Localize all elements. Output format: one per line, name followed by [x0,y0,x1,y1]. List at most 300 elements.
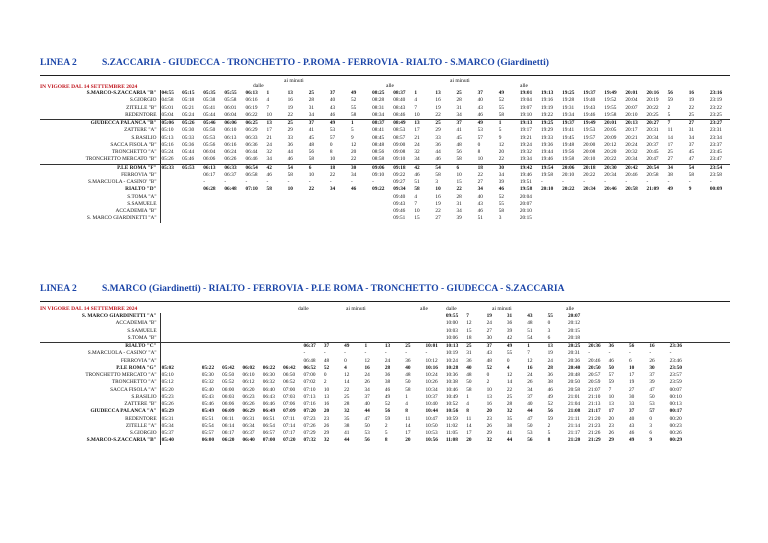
departure-time: 10:13 [445,343,465,351]
departure-time: 19 [628,379,635,386]
departure-time: 31 [688,127,695,134]
departure-time: 19 [435,200,441,207]
departure-time: 20:18 [567,334,581,341]
departure-time: 25 [404,343,424,351]
departure-time [221,328,241,335]
departure-time: 06:33 [223,164,244,172]
departure-time: 27 [435,215,441,222]
departure-time [371,194,392,201]
departure-time: 06:17 [222,430,235,436]
departure-time [689,430,709,437]
departure-time: 48 [405,372,411,378]
departure-time: 21:09 [646,186,659,193]
departure-time: 58 [498,208,505,214]
station-name: ZITELLE "A" [125,422,157,429]
departure-time: 19:37 [561,120,582,128]
departure-time: 14 [667,134,673,141]
departure-time [329,194,350,201]
departure-time [160,179,181,186]
departure-time: 24 [266,141,272,148]
departure-time: - [224,179,227,185]
departure-time [603,215,624,222]
departure-time: 06:52 [303,364,316,371]
departure-time: 05:10 [160,127,181,134]
departure-time [262,350,282,357]
departure-time [350,215,371,222]
departure-time: 20:58 [625,186,638,193]
departure-time: 40 [628,415,635,422]
departure-time: 08:31 [372,104,385,111]
departure-time: 1 [498,120,519,128]
departure-time: 13 [486,393,492,400]
departure-time: 20 [350,149,357,155]
departure-time: 3 [649,422,652,429]
departure-time: 54 [287,164,308,172]
departure-time: 31 [506,313,513,319]
timetable-row [40,408,730,415]
departure-time: 20:12 [604,141,617,148]
departure-time: 06:16 [245,97,258,104]
departure-time: 06:24 [224,149,237,155]
departure-time [180,313,200,320]
departure-time: 34 [477,186,483,193]
departure-time: 10:47 [425,415,438,422]
departure-time [160,215,181,222]
departure-time: 12 [466,320,472,327]
departure-time [221,320,241,327]
departure-time: 19:45 [562,134,575,141]
departure-time: 00:09 [709,186,723,193]
timetable-row [40,423,730,430]
departure-time: 07:03 [283,393,296,400]
departure-time: 10:52 [445,401,458,407]
timetable-row [40,149,730,156]
departure-time [364,313,384,320]
departure-time [262,313,282,320]
timetable-row [40,105,730,112]
timetable-row [40,156,730,164]
departure-time: 04:58 [160,97,181,104]
departure-time: 10 [323,386,330,393]
departure-time: 19:25 [540,120,561,128]
departure-time: 55 [547,313,553,319]
departure-time: 06:32 [262,379,275,386]
departure-time: 44 [287,149,293,155]
departure-time: 40 [527,401,533,407]
departure-time: 06:06 [223,120,244,128]
line-label: LINEA 2 [40,284,77,294]
departure-time: 50 [466,379,472,386]
departure-time: 20:50 [588,364,601,371]
departure-time: 57 [477,134,483,141]
departure-time: 19:46 [519,171,532,178]
departure-time [608,335,628,343]
departure-time: 19:46 [540,156,554,163]
departure-time: 32 [266,149,272,155]
departure-time [709,215,730,222]
departure-time: 05:54 [201,422,214,429]
departure-time: 58 [405,386,411,393]
departure-time: 46 [477,111,483,118]
departure-time: 22 [435,111,441,118]
departure-time: 25 [667,149,673,155]
departure-time: 38 [547,379,553,386]
departure-time: 58 [350,111,357,118]
timetable-row [40,90,730,97]
departure-time: 54 [434,164,455,172]
departure-time: 27 [688,120,709,128]
departure-time: 00:17 [669,408,683,415]
departure-time [587,335,607,343]
departure-time: - [667,179,670,185]
departure-time: 20 [498,149,505,155]
departure-time: 19:32 [519,149,532,155]
departure-time: 06:14 [222,422,235,429]
departure-time: 19:01 [519,90,533,96]
departure-time: 59 [667,97,673,104]
departure-time: 7 [667,120,688,128]
departure-time: 2 [384,422,388,429]
line-label: LINEA 2 [40,58,77,68]
timetable-2 [40,313,730,445]
departure-time: 34 [350,171,357,178]
departure-time: 20:36 [587,343,607,351]
station-name: ZATTERE "B" [124,401,157,407]
departure-time [371,208,392,215]
departure-time: 16 [364,364,370,371]
departure-time: 21:29 [588,437,601,444]
departure-time: 23:46 [669,357,682,364]
departure-time [180,365,200,372]
departure-time: 19:58 [604,111,617,118]
departure-time [343,320,363,327]
departure-time: 21:20 [588,415,601,422]
departure-time: 34 [456,208,462,214]
departure-time [266,215,287,222]
departure-time: 06:31 [242,415,255,422]
departure-time: 26 [323,422,330,429]
departure-time: 56 [547,408,553,415]
departure-time: 6 [456,164,477,172]
departure-time: 37 [486,343,506,351]
departure-time: 19 [486,313,492,319]
departure-time: 26 [649,357,655,364]
departure-time: 20:01 [603,120,624,128]
departure-time: 23:50 [669,364,683,371]
departure-time: 10 [414,208,420,214]
departure-time [181,201,202,208]
departure-time [608,328,628,335]
departure-time: 28 [308,97,315,104]
departure-time: 05:26 [181,120,202,128]
departure-time [202,215,223,222]
departure-time: 10 [456,171,462,178]
departure-time [160,358,180,365]
departure-time: 19:40 [583,97,596,104]
timetable-row [40,320,730,327]
departure-time: 19:25 [562,90,575,96]
departure-time: 06:34 [242,422,255,429]
departure-time: 20:22 [583,171,596,178]
departure-time: 07:17 [283,430,296,436]
departure-time: 20:22 [562,186,575,193]
departure-time [241,343,261,351]
departure-time: 07:00 [303,372,316,378]
departure-time: 24 [527,372,533,378]
departure-time: 34 [364,386,370,393]
departure-time [628,320,648,327]
departure-time: 10:36 [445,372,458,378]
timetable-row [40,112,730,120]
departure-time: 23:54 [709,164,730,172]
departure-time: 06:42 [283,364,296,371]
station-name: GIUDECCA PALANCA "A" [90,408,157,415]
departure-time: 20:07 [625,104,638,111]
departure-time: 00:23 [669,422,682,429]
departure-time: - [287,179,290,185]
departure-time: 19:31 [562,104,575,111]
departure-time: 29 [323,430,330,436]
departure-time: 21:20 [567,437,581,444]
departure-time: 58 [456,156,462,163]
departure-time: 19:10 [519,111,532,118]
departure-time: - [688,179,691,185]
departure-time [223,194,244,201]
departure-time: 21:17 [588,408,601,415]
departure-time: 50 [405,379,411,386]
departure-time: 06:36 [245,141,258,148]
departure-time: 53 [527,430,533,436]
departure-time [689,350,709,357]
departure-time: 20:40 [567,364,581,371]
departure-time: 36 [608,343,628,351]
departure-time: 19:34 [562,111,575,118]
departure-time: 46 [287,156,293,163]
departure-time: 30 [649,364,655,371]
departure-time: 23:31 [709,127,722,134]
departure-time [603,208,624,215]
departure-time: 06:13 [224,134,237,141]
departure-time: 08:25 [372,90,385,96]
departure-time: 05:58 [224,97,237,104]
departure-time: 10 [266,111,272,118]
departure-time: 3 [547,327,551,334]
departure-time [266,194,287,201]
departure-time: 09:22 [372,186,385,193]
departure-time: 20:22 [604,156,617,163]
station-name: S.MARCO-S.ZACCARIA "B" [86,90,157,96]
departure-time [587,313,607,320]
departure-time: 8 [405,408,408,415]
timetable-row [40,328,730,335]
departure-time: 06:57 [262,430,275,436]
departure-time [180,358,200,365]
departure-time [667,208,688,215]
departure-time: 06:54 [244,164,265,172]
departure-time: 36 [435,141,441,148]
departure-time: 43 [329,104,336,111]
departure-time [709,408,730,415]
annotation-from: dalle [446,306,457,312]
departure-time: 20:05 [604,127,617,134]
departure-time: 10:44 [425,408,438,415]
departure-time: 25 [287,120,308,128]
departure-time: 19:41 [562,127,575,134]
departure-time [709,437,730,444]
departure-time: 20:22 [646,104,659,111]
departure-time: 16 [527,364,533,371]
departure-time: 20:37 [646,141,659,148]
departure-time [582,208,603,215]
departure-time: 21:23 [588,422,601,429]
departure-time: 05:10 [160,372,180,379]
departure-time: 20:46 [625,171,638,178]
departure-time [302,320,322,327]
departure-time: 49 [667,186,673,193]
departure-time: 30 [486,334,492,341]
departure-time: 06:37 [224,171,237,178]
departure-time: 57 [329,134,336,141]
departure-time: 10:03 [445,327,458,334]
station-name: S.GIORGIO [129,430,157,436]
departure-time: 38 [667,171,673,178]
departure-time: 05:51 [201,415,214,422]
departure-time: 8 [466,408,469,415]
departure-time [180,350,200,357]
timetable-row [40,401,730,408]
departure-time: 51 [527,327,533,334]
timetable-row [40,179,730,186]
departure-time [648,335,668,343]
station-name: GIUDECCA PALANCA "B" [40,120,160,128]
departure-time: 06:11 [222,415,234,422]
departure-time: 20:54 [646,164,667,172]
departure-time: 09:51 [393,215,406,222]
departure-time: 23:16 [709,90,723,96]
departure-time: 17 [414,127,420,134]
departure-time: 08:37 [393,90,406,96]
station-name: S.MARCUOLA - CASINO' "A" [87,350,157,357]
departure-time: 39 [498,179,505,185]
annotation-until: alle [566,306,574,312]
departure-time: 20:12 [567,320,581,327]
departure-time: 57 [608,372,614,378]
departure-time: 52 [498,193,505,200]
departure-time: 20:15 [519,215,532,222]
departure-time: 20:58 [646,171,659,178]
departure-time: 19:22 [540,111,554,118]
departure-time [709,335,730,343]
departure-time [669,320,689,327]
departure-time [689,387,709,394]
departure-time: 22 [688,104,695,111]
departure-time: 7 [266,104,270,111]
departure-time [241,350,261,357]
departure-time: 06:12 [242,379,255,386]
departure-time: 21:07 [588,386,601,393]
departure-time: 45 [456,134,462,141]
departure-time: 20 [608,415,614,422]
departure-time: 12 [506,372,513,378]
departure-time: 36 [405,357,411,364]
departure-time: 53 [477,127,483,134]
departure-time: 10 [486,386,492,393]
departure-time: 7 [414,200,417,207]
departure-time [181,179,202,186]
departure-time [262,320,282,327]
departure-time [709,320,730,327]
departure-time: 20:19 [646,97,659,104]
departure-time: 9 [649,437,652,444]
departure-time: 06:13 [202,164,223,172]
departure-time: 00:07 [669,386,682,393]
departure-time: 51 [477,215,483,222]
station-name: SACCA FISOLA "A" [110,386,157,393]
departure-time: 07:06 [283,401,296,407]
departure-time: 6 [547,334,551,341]
departure-time: 6 [308,164,329,172]
departure-time [648,313,668,320]
departure-time: 05:24 [160,149,181,156]
departure-time: 05:37 [160,430,180,437]
departure-time: 19:56 [562,149,575,155]
departure-time: 06:40 [242,437,255,444]
departure-time: 20:31 [567,350,581,357]
departure-time [221,358,241,365]
departure-time [364,328,384,335]
departure-time [180,430,200,437]
departure-time: 20:07 [567,313,581,319]
departure-time: 59 [384,415,391,422]
departure-time: - [649,350,652,357]
departure-time [709,423,730,430]
departure-time [181,215,202,222]
departure-time [180,343,200,351]
validity-note: IN VIGORE DAL 14 SETTEMBRE 2024 [40,84,138,90]
departure-time: 21:04 [567,401,581,407]
departure-time: - [308,179,311,185]
departure-time: 19:17 [519,127,532,134]
departure-time [688,208,709,215]
timetable-row [40,186,730,193]
departure-time [323,313,343,320]
departure-time: 53 [649,401,655,407]
departure-time: 20:34 [646,134,659,141]
departure-time: 34 [498,171,505,178]
station-name: ACCADEMIA "B" [115,208,157,214]
departure-time: 58 [414,186,420,193]
departure-time: 46 [498,186,505,193]
departure-time: 20:16 [646,90,659,96]
departure-time: 4 [344,364,347,371]
departure-time: 49 [329,120,350,128]
departure-time: 35 [344,415,350,422]
departure-time: 05:23 [160,394,180,401]
departure-time: 05:34 [160,423,180,430]
departure-time: 10 [287,186,293,193]
departure-time [262,328,282,335]
departure-time: 20:30 [603,164,624,172]
departure-time [404,335,424,343]
departure-time: 58 [266,186,272,193]
departure-time [201,343,221,351]
departure-time: 10 [329,156,336,163]
departure-time: 22 [456,186,462,193]
departure-time [201,350,221,357]
departure-time: 22 [350,156,357,163]
departure-time: 05:30 [201,372,214,378]
departure-time: 21:01 [567,393,581,400]
